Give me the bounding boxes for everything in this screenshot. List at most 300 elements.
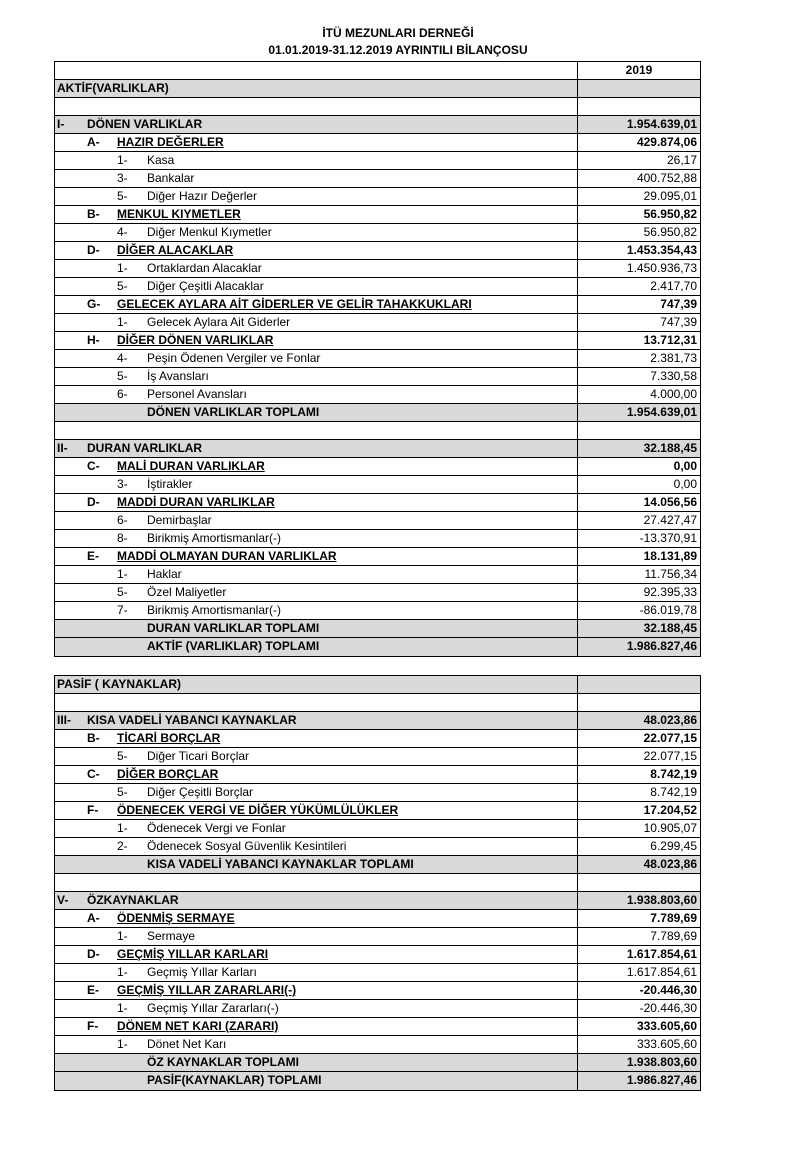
row-label: İş Avansları [147, 369, 209, 383]
row-code: 5- [117, 189, 128, 203]
item-row [55, 188, 700, 206]
total-row [55, 404, 700, 422]
label-cell [55, 134, 578, 151]
value-cell [578, 476, 700, 493]
row-code: C- [87, 767, 100, 781]
value-cell [578, 584, 700, 601]
row-code: 1- [117, 567, 128, 581]
row-label: Diğer Menkul Kıymetler [147, 225, 272, 239]
label-cell [55, 260, 578, 277]
row-value: 48.023,86 [643, 713, 697, 727]
value-cell [578, 350, 700, 367]
row-value: 32.188,45 [643, 621, 697, 635]
row-value: 32.188,45 [643, 441, 697, 455]
section-row [55, 440, 700, 458]
item-row [55, 512, 700, 530]
value-cell [578, 98, 700, 115]
row-code: A- [87, 135, 100, 149]
label-cell [55, 170, 578, 187]
total-row [55, 1054, 700, 1072]
row-label: KISA VADELİ YABANCI KAYNAKLAR [87, 713, 297, 727]
value-cell [578, 802, 700, 819]
row-value: 7.789,69 [650, 929, 697, 943]
row-label: AKTİF (VARLIKLAR) TOPLAMI [147, 639, 320, 653]
row-code: C- [87, 459, 100, 473]
label-cell [55, 928, 578, 945]
label-cell [55, 296, 578, 313]
row-code: 8- [117, 531, 128, 545]
value-cell [578, 694, 700, 711]
label-cell [55, 440, 578, 457]
row-code: 1- [117, 929, 128, 943]
group-row [55, 982, 700, 1000]
item-row [55, 820, 700, 838]
row-code: A- [87, 911, 100, 925]
report-title: 01.01.2019-31.12.2019 AYRINTILI BİLANÇOSU [268, 43, 528, 57]
label-cell [55, 910, 578, 927]
item-row [55, 748, 700, 766]
row-code: 1- [117, 965, 128, 979]
value-cell [578, 386, 700, 403]
label-cell [55, 80, 578, 97]
label-cell [55, 404, 578, 421]
item-row [55, 838, 700, 856]
row-code: 1- [117, 1001, 128, 1015]
row-value: 27.427,47 [643, 513, 697, 527]
row-value: 6.299,45 [650, 839, 697, 853]
row-code: 1- [117, 261, 128, 275]
row-label: Bankalar [147, 171, 195, 185]
item-row [55, 386, 700, 404]
total-row [55, 620, 700, 638]
label-cell [55, 458, 578, 475]
blank-row [55, 422, 700, 440]
row-value: 56.950,82 [643, 207, 697, 221]
label-cell [55, 476, 578, 493]
row-label: ÖZ KAYNAKLAR TOPLAMI [147, 1055, 300, 1069]
value-cell [578, 820, 700, 837]
value-cell [578, 152, 700, 169]
group-row [55, 494, 700, 512]
row-value: 18.131,89 [643, 549, 697, 563]
row-value: 1.986.827,46 [626, 639, 697, 653]
item-row [55, 476, 700, 494]
value-cell [578, 1018, 700, 1035]
value-cell [578, 368, 700, 385]
label-cell [55, 584, 578, 601]
row-code: 3- [117, 477, 128, 491]
label-cell [55, 856, 578, 873]
row-code: 1- [117, 821, 128, 835]
row-code: 6- [117, 387, 128, 401]
row-label: Diğer Çeşitli Borçlar [147, 785, 254, 799]
label-cell [55, 838, 578, 855]
label-cell [55, 964, 578, 981]
item-row [55, 170, 700, 188]
item-row [55, 1000, 700, 1018]
row-label: Özel Maliyetler [147, 585, 227, 599]
row-label: Personel Avansları [147, 387, 247, 401]
row-label: Ödenecek Vergi ve Fonlar [147, 821, 286, 835]
label-cell [55, 98, 578, 115]
value-cell [578, 602, 700, 619]
value-cell [578, 1000, 700, 1017]
table-section-heading-row [55, 80, 700, 98]
row-label: PASİF ( KAYNAKLAR) [57, 677, 182, 691]
item-row [55, 928, 700, 946]
row-label: PASİF(KAYNAKLAR) TOPLAMI [147, 1073, 322, 1087]
row-label: Demirbaşlar [147, 513, 212, 527]
row-code: 4- [117, 225, 128, 239]
value-cell [578, 982, 700, 999]
value-cell [578, 512, 700, 529]
label-cell [55, 748, 578, 765]
value-cell [578, 458, 700, 475]
row-label: MENKUL KIYMETLER [117, 207, 241, 221]
row-label: HAZIR DEĞERLER [117, 135, 224, 149]
row-code: I- [57, 117, 65, 131]
row-label: MALİ DURAN VARLIKLAR [117, 459, 265, 473]
row-value: 1.954.639,01 [626, 405, 697, 419]
row-label: Ortaklardan Alacaklar [147, 261, 262, 275]
section-row [55, 116, 700, 134]
label-cell [55, 278, 578, 295]
value-cell [578, 278, 700, 295]
row-label: Sermaye [147, 929, 196, 943]
label-cell [55, 784, 578, 801]
label-cell [55, 676, 578, 693]
row-code: 5- [117, 369, 128, 383]
value-cell [578, 748, 700, 765]
liabilities-table [54, 675, 701, 1091]
item-row [55, 224, 700, 242]
row-label: ÖZKAYNAKLAR [87, 893, 179, 907]
row-value: 1.938.803,60 [626, 1055, 697, 1069]
row-value: 56.950,82 [643, 225, 697, 239]
row-value: 4.000,00 [650, 387, 697, 401]
row-label: Diğer Çeşitli Alacaklar [147, 279, 264, 293]
year-header: 2019 [625, 63, 653, 77]
row-value: 333.605,60 [636, 1019, 697, 1033]
row-label: GELECEK AYLARA AİT GİDERLER VE GELİR TAHAKKUKLARI [117, 297, 472, 311]
label-cell [55, 548, 578, 565]
group-row [55, 910, 700, 928]
value-cell [578, 730, 700, 747]
item-row [55, 530, 700, 548]
row-value: 13.712,31 [643, 333, 697, 347]
row-value: 2.417,70 [650, 279, 697, 293]
label-cell [55, 314, 578, 331]
row-value: 1.450.936,73 [626, 261, 697, 275]
label-cell [55, 730, 578, 747]
group-row [55, 1018, 700, 1036]
label-cell [55, 206, 578, 223]
row-label: Gelecek Aylara Ait Giderler [147, 315, 291, 329]
value-cell [578, 838, 700, 855]
row-value: 1.954.639,01 [626, 117, 697, 131]
label-cell [55, 116, 578, 133]
row-value: 2.381,73 [650, 351, 697, 365]
value-cell [578, 242, 700, 259]
row-code: 4- [117, 351, 128, 365]
row-label: DURAN VARLIKLAR [87, 441, 203, 455]
value-cell [578, 566, 700, 583]
group-row [55, 296, 700, 314]
row-label: TİCARİ BORÇLAR [117, 731, 221, 745]
row-code: B- [87, 207, 100, 221]
value-cell [578, 134, 700, 151]
item-row [55, 152, 700, 170]
value-cell [578, 170, 700, 187]
label-cell [55, 494, 578, 511]
group-row [55, 134, 700, 152]
row-value: 1.617.854,61 [626, 947, 697, 961]
row-code: 1- [117, 315, 128, 329]
row-code: 3- [117, 171, 128, 185]
label-cell [55, 368, 578, 385]
row-value: 92.395,33 [643, 585, 697, 599]
total-row [55, 1072, 700, 1090]
value-cell [578, 80, 700, 97]
row-code: D- [87, 947, 100, 961]
row-code: 7- [117, 603, 128, 617]
row-value: 22.077,15 [643, 749, 697, 763]
value-cell [578, 1072, 700, 1090]
group-row [55, 946, 700, 964]
value-cell [578, 296, 700, 313]
blank-row [55, 694, 700, 712]
value-cell [578, 874, 700, 891]
row-code: V- [57, 893, 69, 907]
label-cell [55, 820, 578, 837]
row-code: 5- [117, 749, 128, 763]
row-label: AKTİF(VARLIKLAR) [57, 81, 169, 95]
blank-row [55, 98, 700, 116]
blank-row [55, 874, 700, 892]
row-code: 5- [117, 585, 128, 599]
row-code: II- [57, 441, 68, 455]
label-cell [55, 566, 578, 583]
value-cell [578, 892, 700, 909]
label-cell [55, 1054, 578, 1071]
label-cell [55, 242, 578, 259]
label-cell [55, 712, 578, 729]
row-label: ÖDENMİŞ SERMAYE [117, 911, 235, 925]
row-value: 14.056,56 [643, 495, 697, 509]
row-label: Geçmiş Yıllar Karları [147, 965, 257, 979]
label-cell [55, 620, 578, 637]
item-row [55, 584, 700, 602]
row-code: G- [87, 297, 101, 311]
row-value: -13.370,91 [639, 531, 697, 545]
label-cell [55, 386, 578, 403]
value-cell [578, 530, 700, 547]
value-cell [578, 332, 700, 349]
value-cell [578, 404, 700, 421]
year-header-label-cell [55, 62, 578, 79]
row-code: D- [87, 495, 100, 509]
row-label: GEÇMİŞ YILLAR ZARARLARI(-) [117, 983, 297, 997]
row-label: Peşin Ödenen Vergiler ve Fonlar [147, 351, 321, 365]
row-value: 8.742,19 [650, 767, 697, 781]
row-code: 5- [117, 279, 128, 293]
value-cell [578, 910, 700, 927]
row-label: DURAN VARLIKLAR TOPLAMI [147, 621, 320, 635]
value-cell [578, 964, 700, 981]
label-cell [55, 530, 578, 547]
label-cell [55, 332, 578, 349]
row-value: 0,00 [673, 477, 697, 491]
item-row [55, 566, 700, 584]
row-label: İştirakler [147, 477, 193, 491]
row-code: F- [87, 803, 99, 817]
label-cell [55, 1072, 578, 1090]
label-cell [55, 512, 578, 529]
row-value: 747,39 [660, 315, 697, 329]
section-row [55, 892, 700, 910]
row-value: 1.938.803,60 [626, 893, 697, 907]
row-value: 1.986.827,46 [626, 1073, 697, 1087]
value-cell [578, 784, 700, 801]
label-cell [55, 802, 578, 819]
row-label: DİĞER DÖNEN VARLIKLAR [117, 333, 274, 347]
value-cell [578, 712, 700, 729]
row-value: 29.095,01 [643, 189, 697, 203]
label-cell [55, 946, 578, 963]
row-code: B- [87, 731, 100, 745]
row-value: 1.453.354,43 [626, 243, 697, 257]
label-cell [55, 694, 578, 711]
group-row [55, 332, 700, 350]
value-cell [578, 946, 700, 963]
row-value: 0,00 [673, 459, 697, 473]
row-label: DİĞER BORÇLAR [117, 767, 219, 781]
row-label: DİĞER ALACAKLAR [117, 243, 234, 257]
row-code: D- [87, 243, 100, 257]
row-label: Dönet Net Karı [147, 1037, 227, 1051]
row-value: 8.742,19 [650, 785, 697, 799]
label-cell [55, 422, 578, 439]
section-row [55, 712, 700, 730]
value-cell [578, 548, 700, 565]
row-code: E- [87, 983, 99, 997]
row-label: Birikmiş Amortismanlar(-) [147, 603, 282, 617]
row-value: 17.204,52 [643, 803, 697, 817]
group-row [55, 206, 700, 224]
value-cell [578, 116, 700, 133]
row-value: 7.789,69 [650, 911, 697, 925]
value-cell [578, 440, 700, 457]
item-row [55, 602, 700, 620]
value-cell [578, 260, 700, 277]
row-label: MADDİ DURAN VARLIKLAR [117, 495, 275, 509]
group-row [55, 766, 700, 784]
value-cell [578, 766, 700, 783]
value-cell [578, 494, 700, 511]
row-label: Geçmiş Yıllar Zararları(-) [147, 1001, 279, 1015]
row-label: MADDİ OLMAYAN DURAN VARLIKLAR [117, 549, 337, 563]
row-value: 1.617.854,61 [626, 965, 697, 979]
label-cell [55, 602, 578, 619]
row-code: 2- [117, 839, 128, 853]
row-value: 10.905,07 [643, 821, 697, 835]
item-row [55, 350, 700, 368]
row-value: 747,39 [660, 297, 697, 311]
label-cell [55, 766, 578, 783]
row-code: III- [57, 713, 71, 727]
row-value: -20.446,30 [639, 983, 697, 997]
row-value: 22.077,15 [643, 731, 697, 745]
row-label: Diğer Hazır Değerler [147, 189, 258, 203]
row-label: Ödenecek Sosyal Güvenlik Kesintileri [147, 839, 347, 853]
row-label: GEÇMİŞ YILLAR KARLARI [117, 947, 269, 961]
group-row [55, 458, 700, 476]
row-value: 48.023,86 [643, 857, 697, 871]
item-row [55, 278, 700, 296]
label-cell [55, 874, 578, 891]
label-cell [55, 1018, 578, 1035]
row-code: E- [87, 549, 99, 563]
label-cell [55, 982, 578, 999]
value-cell [578, 856, 700, 873]
group-row [55, 802, 700, 820]
year-header-row [55, 62, 700, 80]
row-label: Diğer Ticari Borçlar [147, 749, 250, 763]
row-value: 11.756,34 [644, 567, 697, 581]
group-row [55, 242, 700, 260]
label-cell [55, 188, 578, 205]
row-label: KISA VADELİ YABANCI KAYNAKLAR TOPLAMI [147, 857, 414, 871]
value-cell [578, 1036, 700, 1053]
row-label: Birikmiş Amortismanlar(-) [147, 531, 282, 545]
row-code: 5- [117, 785, 128, 799]
label-cell [55, 892, 578, 909]
row-label: DÖNEN VARLIKLAR TOPLAMI [147, 405, 320, 419]
label-cell [55, 1000, 578, 1017]
row-label: DÖNEN VARLIKLAR [87, 117, 203, 131]
table-section-heading-row [55, 676, 700, 694]
row-code: H- [87, 333, 100, 347]
item-row [55, 314, 700, 332]
row-value: 333.605,60 [636, 1037, 697, 1051]
label-cell [55, 152, 578, 169]
value-cell [578, 422, 700, 439]
value-cell [578, 638, 700, 656]
label-cell [55, 638, 578, 656]
value-cell [578, 224, 700, 241]
row-code: 6- [117, 513, 128, 527]
label-cell [55, 350, 578, 367]
value-cell [578, 1054, 700, 1071]
group-row [55, 730, 700, 748]
total-row [55, 856, 700, 874]
group-row [55, 548, 700, 566]
value-cell [578, 676, 700, 693]
item-row [55, 260, 700, 278]
row-value: -86.019,78 [639, 603, 697, 617]
row-code: F- [87, 1019, 99, 1033]
row-value: 400.752,88 [636, 171, 697, 185]
item-row [55, 784, 700, 802]
value-cell [578, 314, 700, 331]
row-label: Haklar [147, 567, 182, 581]
row-value: -20.446,30 [639, 1001, 697, 1015]
label-cell [55, 224, 578, 241]
row-code: 1- [117, 153, 128, 167]
total-row [55, 638, 700, 656]
item-row [55, 368, 700, 386]
value-cell [578, 188, 700, 205]
